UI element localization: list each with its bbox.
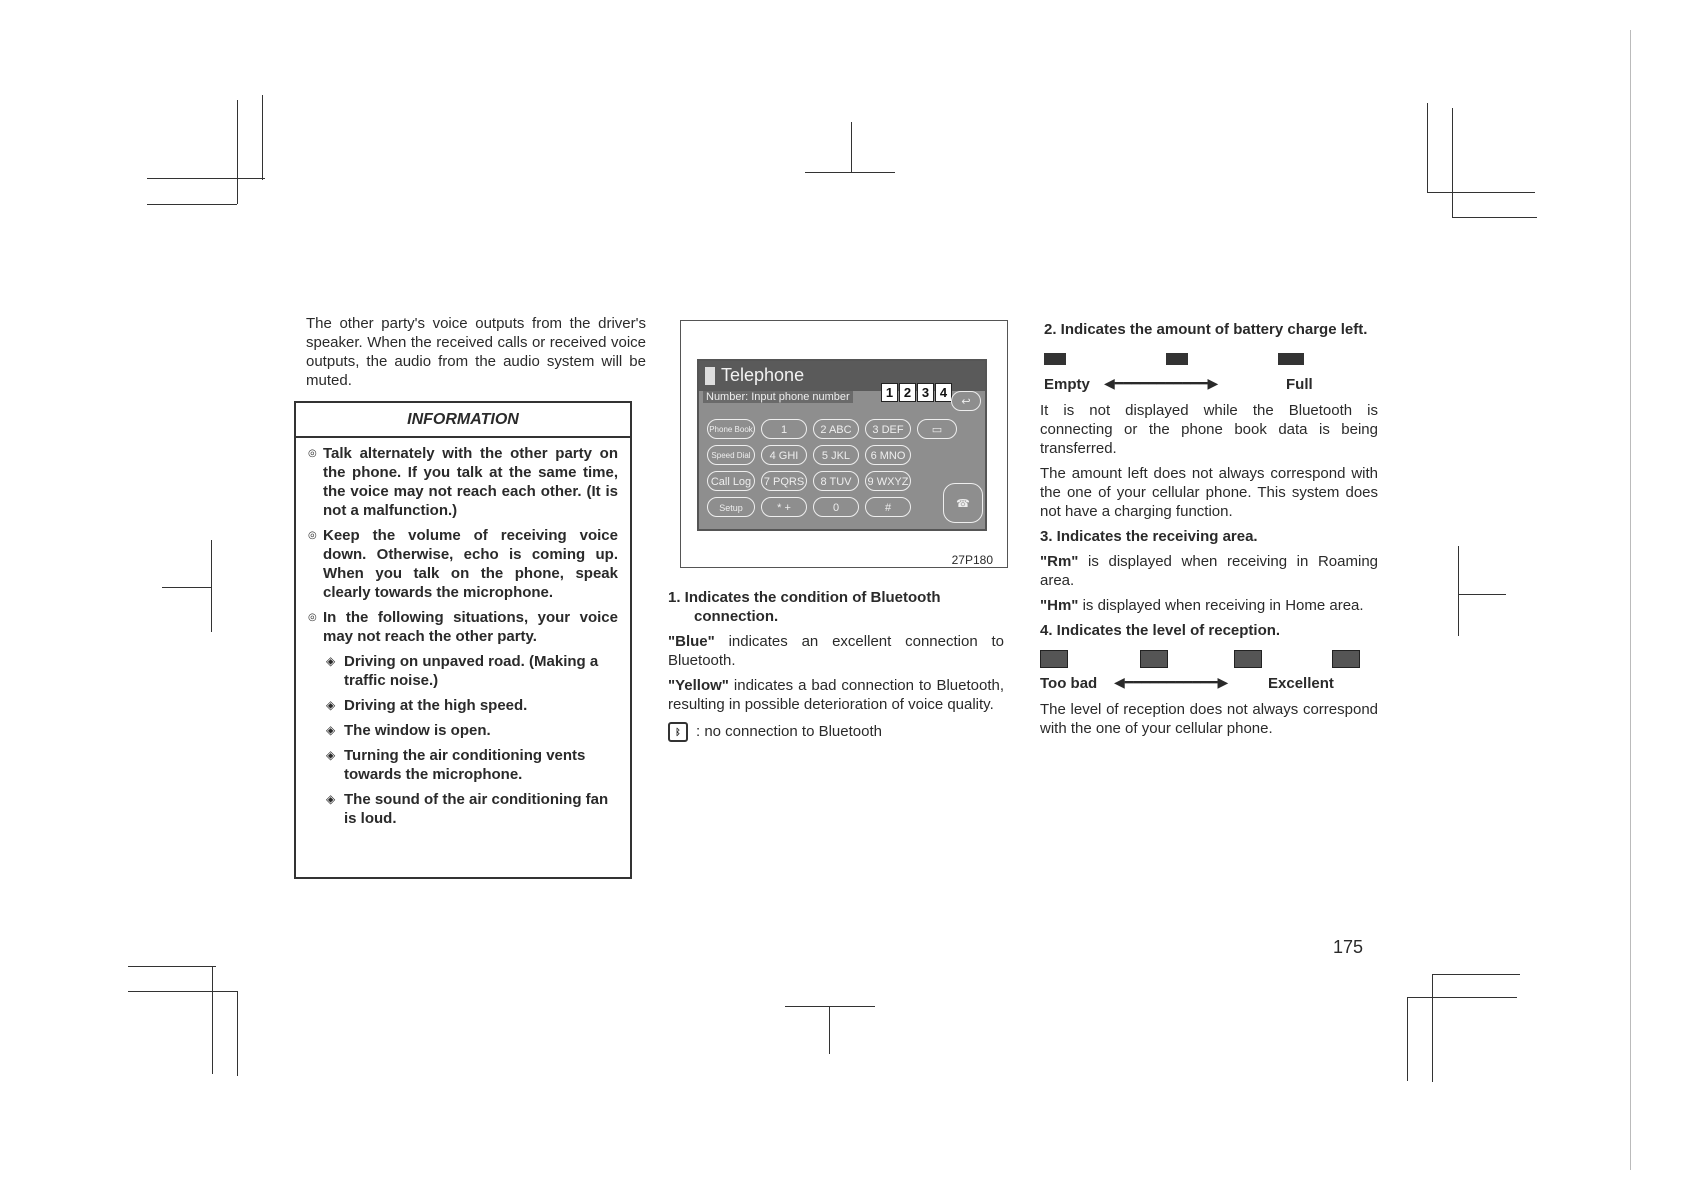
- page-edge-line: [1630, 30, 1631, 1170]
- crop-mark: [1432, 974, 1433, 1082]
- speed-dial-button[interactable]: Speed Dial: [707, 445, 755, 465]
- crop-mark: [1452, 217, 1537, 218]
- reception-note: The level of reception does not always correspond with the one of your cellular phone.: [1040, 701, 1378, 737]
- battery-scale-row: [1040, 373, 1378, 397]
- crop-mark: [1452, 108, 1453, 218]
- key-4[interactable]: 4 GHI: [761, 445, 807, 465]
- right-column: [1040, 320, 1378, 738]
- delete-button[interactable]: ▭: [917, 419, 957, 439]
- information-title: INFORMATION: [296, 403, 630, 438]
- key-7[interactable]: 7 PQRS: [761, 471, 807, 491]
- battery-empty-icon: [1044, 353, 1066, 365]
- crop-mark: [851, 122, 852, 172]
- roaming-paragraph: "Rm" is displayed when receiving in Roaming area.: [1040, 553, 1379, 589]
- home-paragraph: "Hm" is displayed when receiving in Home area.: [1040, 597, 1364, 614]
- phone-book-button[interactable]: Phone Book: [707, 419, 755, 439]
- signal-0-bars-icon: [1040, 650, 1068, 668]
- diamond-icon: ◈: [326, 748, 336, 762]
- status-indicator-3: 3: [917, 383, 934, 402]
- item-2-heading: 2. Indicates the amount of battery charge left.: [1044, 321, 1368, 338]
- bullet-icon: ◎: [308, 612, 317, 623]
- crop-mark: [237, 100, 238, 204]
- back-button[interactable]: ↩: [951, 391, 981, 411]
- sub-list-item: ◈ Driving at the high speed.: [326, 697, 528, 714]
- key-5[interactable]: 5 JKL: [813, 445, 859, 465]
- key-3[interactable]: 3 DEF: [865, 419, 911, 439]
- sub-list-item: ◈ The sound of the air conditioning fan is loud.: [326, 791, 609, 827]
- key-8[interactable]: 8 TUV: [813, 471, 859, 491]
- crop-mark: [1432, 974, 1520, 975]
- status-indicator-1: 1: [881, 383, 898, 402]
- key-hash[interactable]: #: [865, 497, 911, 517]
- battery-full-label: Full: [1286, 376, 1313, 393]
- middle-column: [668, 588, 1004, 742]
- crop-mark: [147, 178, 265, 179]
- page-number: 175: [1333, 937, 1364, 957]
- signal-1-bar-icon: [1140, 650, 1168, 668]
- crop-mark: [1407, 997, 1408, 1081]
- double-arrow-icon: ◀━━━━━━━━━━━▶: [1104, 375, 1219, 391]
- crop-mark: [1458, 546, 1459, 636]
- crop-mark: [1458, 594, 1506, 595]
- reception-high-label: Excellent: [1268, 675, 1334, 692]
- crop-mark: [128, 966, 216, 967]
- status-indicator-4: 4: [935, 383, 952, 402]
- diamond-icon: ◈: [326, 654, 336, 668]
- call-log-button[interactable]: Call Log: [707, 471, 755, 491]
- telephone-screen-figure: [680, 320, 1008, 568]
- sub-list-item: ◈ Turning the air conditioning vents towards the microphone.: [326, 747, 586, 783]
- crop-mark: [785, 1006, 875, 1007]
- crop-mark: [147, 204, 237, 205]
- crop-mark: [829, 1006, 830, 1054]
- crop-mark: [805, 172, 895, 173]
- signal-2-bars-icon: [1234, 650, 1262, 668]
- diamond-icon: ◈: [326, 792, 336, 806]
- telephone-screen: [697, 359, 987, 531]
- list-item: ◎ Keep the volume of receiving voice down. Otherwise, echo is coming up. When you talk on the phone, speak clearly towards the microphone.: [308, 527, 618, 601]
- battery-half-icon: [1166, 353, 1188, 365]
- crop-mark: [162, 587, 212, 588]
- battery-note-2: The amount left does not always correspond with the one of your cellular phone. This system does not have a charging function.: [1040, 465, 1378, 520]
- crop-mark: [262, 95, 263, 180]
- bluetooth-off-icon: ᛒ: [668, 722, 688, 742]
- yellow-paragraph: "Yellow" indicates a bad connection to Bluetooth, resulting in possible deterioration of voice quality.: [668, 677, 1004, 713]
- crop-mark: [1427, 192, 1535, 193]
- battery-full-icon: [1278, 353, 1304, 365]
- call-button[interactable]: ☎: [943, 483, 983, 523]
- bullet-icon: ◎: [308, 448, 317, 459]
- signal-3-bars-icon: [1332, 650, 1360, 668]
- diamond-icon: ◈: [326, 698, 336, 712]
- bullet-icon: ◎: [308, 530, 317, 541]
- key-1[interactable]: 1: [761, 419, 807, 439]
- information-box: [294, 401, 632, 879]
- reception-low-label: Too bad: [1040, 675, 1098, 692]
- list-item: ◎ In the following situations, your voice may not reach the other party.: [308, 609, 618, 645]
- blue-paragraph: "Blue" indicates an excellent connection to Bluetooth.: [668, 633, 1004, 669]
- list-item: ◎ Talk alternately with the other party on the phone. If you talk at the same time, the voice may not reach each other. (It is not a malfunction.): [308, 445, 618, 519]
- crop-mark: [1427, 103, 1428, 193]
- battery-note-1: It is not displayed while the Bluetooth is connecting or the phone book data is being transferred.: [1040, 402, 1378, 457]
- setup-button[interactable]: Setup: [707, 497, 755, 517]
- phone-icon: [705, 367, 715, 385]
- key-2[interactable]: 2 ABC: [813, 419, 859, 439]
- sub-list-item: ◈ Driving on unpaved road. (Making a traffic noise.): [326, 653, 599, 689]
- number-field[interactable]: Number: Input phone number: [703, 391, 853, 403]
- crop-mark: [1407, 997, 1517, 998]
- item-1-heading: 1. Indicates the condition of Bluetooth connection.: [668, 589, 941, 625]
- crop-mark: [212, 966, 213, 1074]
- item-4-heading: 4. Indicates the level of reception.: [1040, 622, 1281, 639]
- left-column: [306, 314, 646, 390]
- reception-icons-row: [1040, 646, 1378, 672]
- no-connection-paragraph: ᛒ : no connection to Bluetooth: [668, 722, 1004, 742]
- sub-list-item: ◈ The window is open.: [326, 722, 491, 739]
- screen-title: Telephone: [721, 365, 805, 385]
- double-arrow-icon: ◀━━━━━━━━━━━▶: [1114, 674, 1229, 690]
- key-6[interactable]: 6 MNO: [865, 445, 911, 465]
- crop-mark: [237, 991, 238, 1076]
- reception-scale-row: [1040, 672, 1378, 696]
- diamond-icon: ◈: [326, 723, 336, 737]
- crop-mark: [211, 540, 212, 632]
- key-0[interactable]: 0: [813, 497, 859, 517]
- battery-empty-label: Empty: [1044, 376, 1090, 393]
- figure-id: 27P180: [951, 553, 993, 567]
- key-9[interactable]: 9 WXYZ: [865, 471, 911, 491]
- item-3-heading: 3. Indicates the receiving area.: [1040, 528, 1258, 545]
- intro-paragraph: The other party's voice outputs from the driver's speaker. When the received calls or received voice outputs, the audio from the audio system will be muted.: [306, 315, 646, 389]
- battery-icons-row: [1040, 347, 1378, 373]
- status-indicator-2: 2: [899, 383, 916, 402]
- key-star[interactable]: * +: [761, 497, 807, 517]
- crop-mark: [128, 991, 238, 992]
